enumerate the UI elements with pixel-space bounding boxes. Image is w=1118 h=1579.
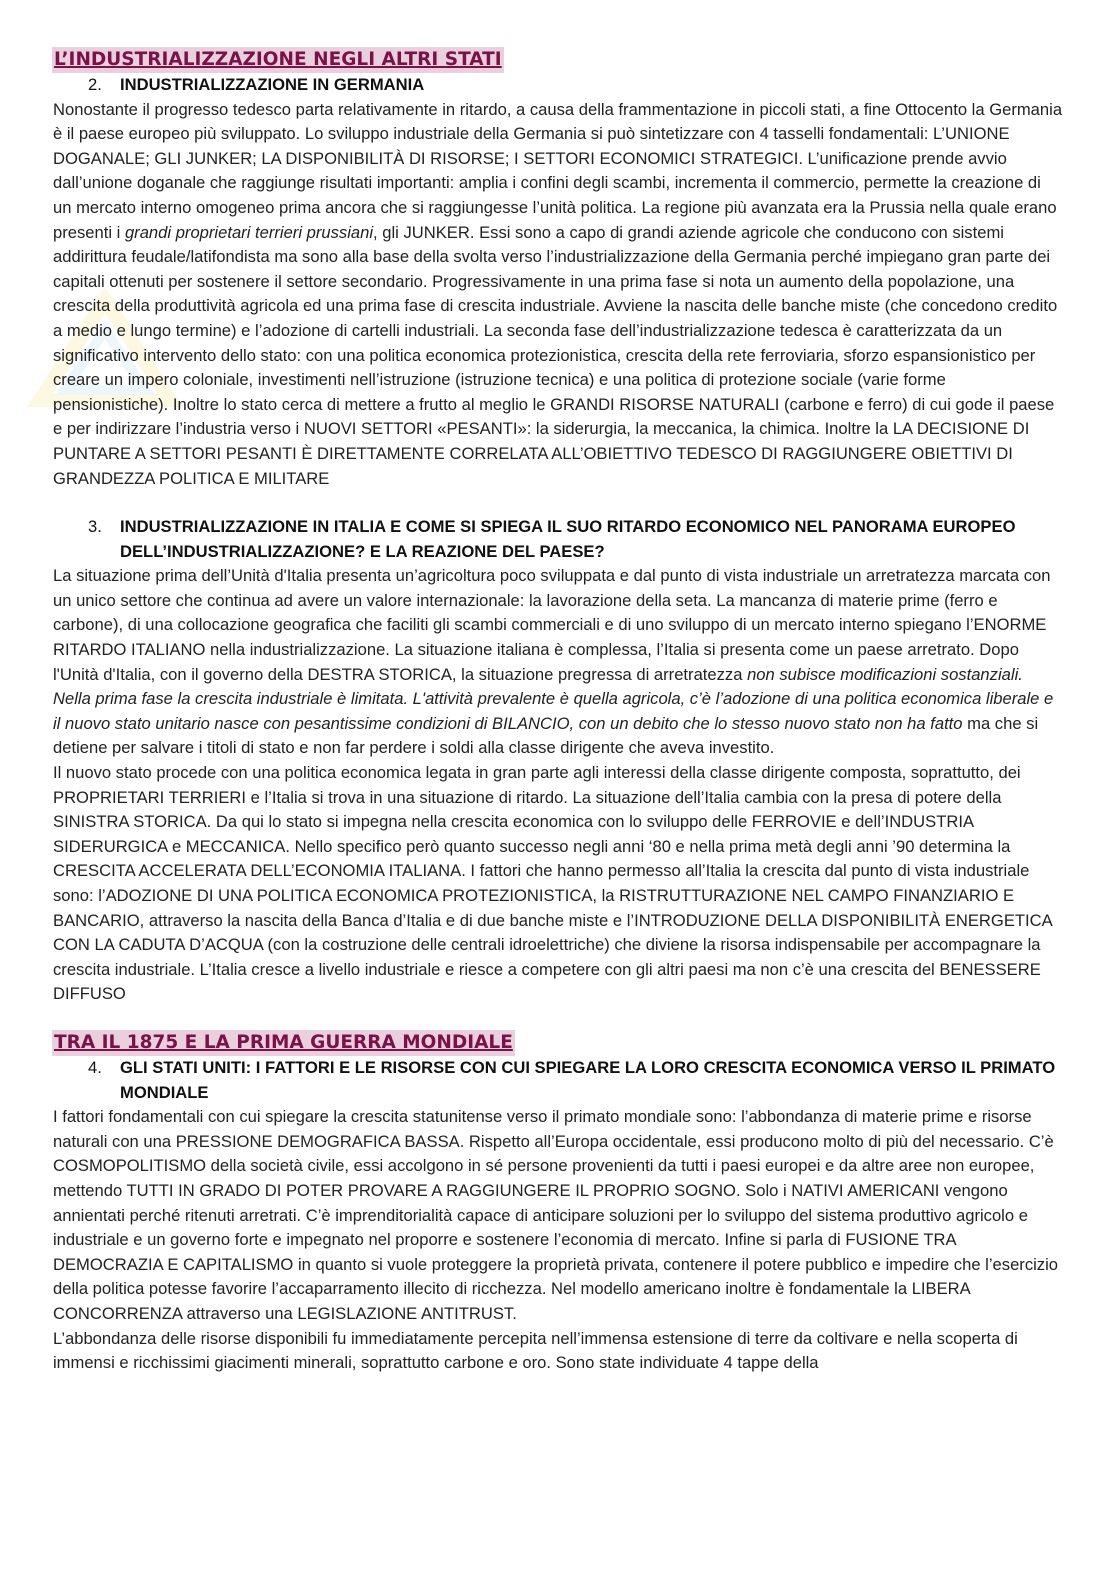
section-heading-1875 bbox=[53, 1030, 1063, 1056]
italic-text-run: grandi proprietari terrieri prussiani bbox=[124, 222, 374, 242]
question-number: 3. bbox=[88, 517, 102, 537]
text-run: La situazione prima dell’Unità d'Italia presenta un’agricoltura poco sviluppata e dal punto di vista industriale un arretratezza marcata con un unico settore che continua ad avere un valore internazionale: la lavorazione della seta. La mancanza di materie prime (ferro e carbone), di una collocazione geografica che faciliti gli scambi commerciali e di uno sviluppo di un mercato interno spiegano l’ENORME RITARDO ITALIANO nella industrializzazione. La situazione italiana è complessa, l’Italia si presenta come un paese arretrato. Dopo l'Unità d'Italia, con il governo della DESTRA STORICA, la situazione pregressa di arretratezza bbox=[53, 566, 1051, 684]
question-title: GLI STATI UNITI: I FATTORI E LE RISORSE CON CUI SPIEGARE LA LORO CRESCITA ECONOMICA VERSO IL PRIMATO MONDIALE bbox=[120, 1057, 1056, 1102]
question-heading-2 bbox=[88, 73, 1063, 98]
text-run: ma che si detiene per salvare i titoli di stato e non far perdere i soldi alla classe dirigente che aveva investito. bbox=[53, 713, 1039, 758]
question-title: INDUSTRIALIZZAZIONE IN GERMANIA bbox=[120, 75, 425, 94]
text-run: , gli JUNKER. Essi sono a capo di grandi aziende agricole che conducono con sistemi addirittura feudale/latifondista ma sono alla base della svolta verso l’industrializzazione della Germania perché impiegano gran parte dei capitali ottenuti per sostenere il settore secondario. Progressivamente in una prima fase si nota un aumento della popolazione, una crescita della produttività agricola ed una prima fase di crescita industriale. Avviene la nascita delle banche miste (che concedono credito a medio e lungo termine) e l’adozione di cartelli industriali. La seconda fase dell’industrializzazione tedesca è caratterizzata da un significativo intervento dello stato: con una politica economica protezionistica, crescita della rete ferroviaria, sforzo espansionistico per creare un impero coloniale, investimenti nell’istruzione (istruzione tecnica) e una politica di protezione sociale (varie forme pensionistiche). Inoltre lo stato cerca di mettere a frutto al meglio le GRANDI RISORSE NATURALI (carbone e ferro) di cui gode il paese e per indirizzare l’industria verso i NUOVI SETTORI «PESANTI»: la siderurgia, la meccanica, la chimica. Inoltre la LA DECISIONE DI PUNTARE A SETTORI PESANTI È DIRETTAMENTE CORRELATA ALL’OBIETTIVO TEDESCO DI RAGGIUNGERE OBIETTIVI DI GRANDEZZA POLITICA E MILITARE bbox=[53, 222, 1058, 488]
paragraph-germania bbox=[53, 98, 1063, 492]
section-heading-altri-stati bbox=[53, 47, 1063, 73]
section-title: L’INDUSTRIALIZZAZIONE NEGLI ALTRI STATI bbox=[52, 47, 504, 73]
question-number: 2. bbox=[88, 75, 102, 94]
text-run: Nonostante il progresso tedesco parta relativamente in ritardo, a causa della frammentazione in piccoli stati, a fine Ottocento la Germania è il paese europeo più sviluppato. Lo sviluppo industriale della Germania si può sintetizzare con 4 tasselli fondamentali: L’UNIONE DOGANALE; GLI JUNKER; LA DISPONIBILITÀ DI RISORSE; I SETTORI ECONOMICI STRATEGICI. L’unificazione prende avvio dall’unione doganale che raggiunge risultati importanti: amplia i confini degli scambi, incrementa il commercio, permette la creazione di un mercato interno omogeneo prima ancora che si raggiungesse l’unità politica. La regione più avanzata era la Prussia nella quale erano presenti i bbox=[53, 99, 1063, 242]
document-content bbox=[53, 47, 1063, 1376]
question-title: INDUSTRIALIZZAZIONE IN ITALIA E COME SI SPIEGA IL SUO RITARDO ECONOMICO NEL PANORAMA EUROPEO DELL’INDUSTRIALIZZAZIONE? E LA REAZIONE DEL PAESE? bbox=[120, 517, 1016, 561]
italic-text-run: non subisce modificazioni sostanziali. Nella prima fase la crescita industriale è limitata. L'attività prevalente è quella agricola, c’è l’adozione di una politica economica liberale e il nuovo stato unitario nasce con pesantissime condizioni di BILANCIO, con un debito che lo stesso nuovo stato non ha fatto bbox=[53, 664, 1054, 733]
paragraph-italia-2: Il nuovo stato procede con una politica economica legata in gran parte agli interessi della classe dirigente composta, soprattutto, dei PROPRIETARI TERRIERI e l’Italia si trova in una situazione di ritardo. La situazione dell’Italia cambia con la presa di potere della SINISTRA STORICA. Da qui lo stato si impegna nella crescita economica con lo sviluppo delle FERROVIE e dell’INDUSTRIA SIDERURGICA e MECCANICA. Nello specifico però quanto successo negli anni ‘80 e nella prima metà degli anni ’90 determina la CRESCITA ACCELERATA DELL’ECONOMIA ITALIANA. I fattori che hanno permesso all’Italia la crescita dal punto di vista industriale sono: l’ADOZIONE DI UNA POLITICA ECONOMICA PROTEZIONISTICA, la RISTRUTTURAZIONE NEL CAMPO FINANZIARIO E BANCARIO, attraverso la nascita della Banca d’Italia e di due banche miste e l’INTRODUZIONE DELLA DISPONIBILITÀ ENERGETICA CON LA CADUTA D’ACQUA (con la costruzione delle centrali idroelettriche) che diviene la risorsa indispensabile per accompagnare la crescita industriale. L’Italia cresce a livello industriale e riesce a competere con gli altri paesi ma non c’è una crescita del BENESSERE DIFFUSO bbox=[53, 763, 1052, 1004]
question-heading-3 bbox=[88, 515, 1063, 564]
paragraph-usa-2: L’abbondanza delle risorse disponibili fu immediatamente percepita nell’immensa estensione di terre da coltivare e nella scoperta di immensi e ricchissimi giacimenti minerali, soprattutto carbone e oro. Sono state individuate 4 tappe della bbox=[53, 1328, 1018, 1373]
question-heading-4 bbox=[88, 1056, 1063, 1105]
paragraph-italia-1 bbox=[53, 564, 1063, 761]
section-title: TRA IL 1875 E LA PRIMA GUERRA MONDIALE bbox=[52, 1030, 515, 1056]
question-number: 4. bbox=[88, 1057, 102, 1077]
paragraph-usa-1: I fattori fondamentali con cui spiegare la crescita statunitense verso il primato mondiale sono: l’abbondanza di materie prime e risorse naturali con una PRESSIONE DEMOGRAFICA BASSA. Rispetto all’Europa occidentale, essi producono molto di più del necessario. C’è COSMOPOLITISMO della società civile, essi accolgono in sé persone provenienti da tutti i paesi europei e da altre aree non europee, mettendo TUTTI IN GRADO DI POTER PROVARE A RAGGIUNGERE IL PROPRIO SOGNO. Solo i NATIVI AMERICANI vengono annientati perché ritenuti arretrati. C’è imprenditorialità capace di anticipare soluzioni per lo sviluppo del sistema produttivo agricolo e industriale e un governo forte e impegnato nel proporre e sostenere l’economia di mercato. Infine si parla di FUSIONE TRA DEMOCRAZIA E CAPITALISMO in quanto si vuole proteggere la proprietà privata, contenere il potere pubblico e impedire che l’esercizio della politica potesse favorire l’accaparramento illecito di ricchezza. Nel modello americano inoltre è fondamentale la LIBERA CONCORRENZA attraverso una LEGISLAZIONE ANTITRUST. bbox=[53, 1107, 1059, 1323]
